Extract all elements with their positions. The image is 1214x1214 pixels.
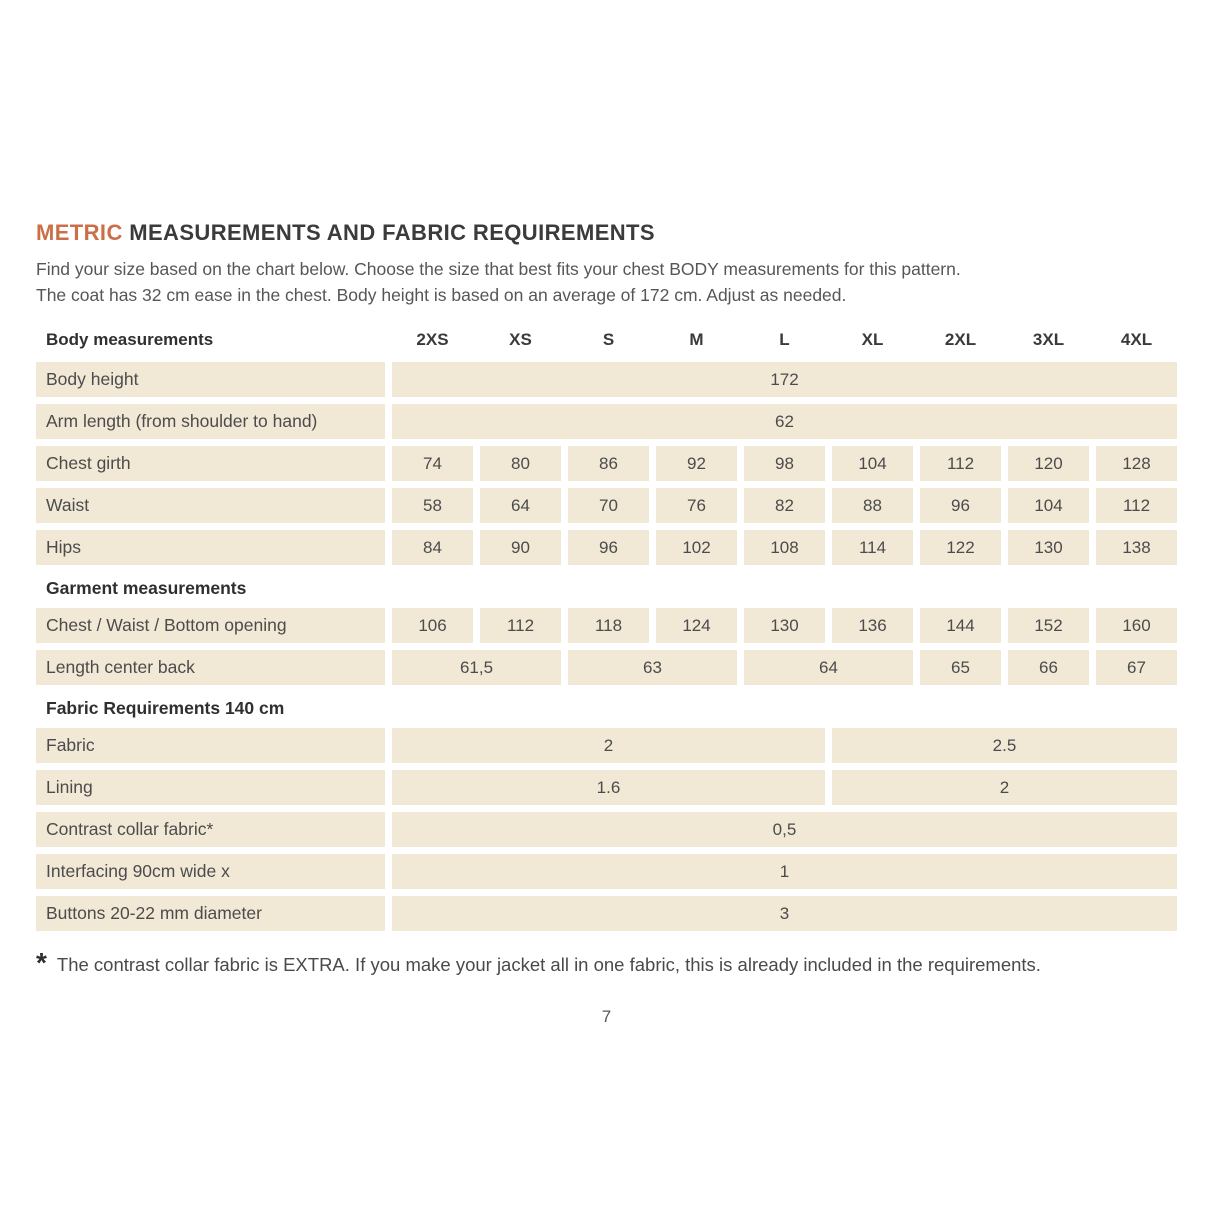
page-title: [36, 220, 1177, 246]
value-cell: 96: [568, 530, 649, 565]
value-cell: 1: [392, 854, 1177, 889]
value-cell: 2: [392, 728, 825, 763]
value-cell: 128: [1096, 446, 1177, 481]
page-content: [36, 220, 1177, 1027]
table-row: [36, 404, 1177, 439]
value-cell: 122: [920, 530, 1001, 565]
value-cell: 130: [1008, 530, 1089, 565]
value-cell: 88: [832, 488, 913, 523]
value-cell: 74: [392, 446, 473, 481]
table-row: [36, 770, 1177, 805]
table-row: [36, 650, 1177, 685]
value-cell: 64: [480, 488, 561, 523]
table-row: [36, 362, 1177, 397]
value-cell: 67: [1096, 650, 1177, 685]
value-cell: 58: [392, 488, 473, 523]
value-cell: 136: [832, 608, 913, 643]
value-cell: 106: [392, 608, 473, 643]
value-cell: 62: [392, 404, 1177, 439]
value-cell: 130: [744, 608, 825, 643]
row-label: Body height: [36, 362, 385, 397]
value-cell: 172: [392, 362, 1177, 397]
value-cell: 84: [392, 530, 473, 565]
row-label: Fabric: [36, 728, 385, 763]
value-cell: 98: [744, 446, 825, 481]
value-cell: 160: [1096, 608, 1177, 643]
table-row: [36, 446, 1177, 481]
size-column-header: 2XL: [944, 330, 977, 349]
size-column-header: XS: [509, 330, 532, 349]
value-cell: 86: [568, 446, 649, 481]
row-label: Length center back: [36, 650, 385, 685]
section-heading: Fabric Requirements 140 cm: [46, 698, 285, 718]
row-label: Chest / Waist / Bottom opening: [36, 608, 385, 643]
value-cell: 66: [1008, 650, 1089, 685]
table-row: [36, 896, 1177, 931]
size-column-header: 3XL: [1032, 330, 1065, 349]
value-cell: 112: [480, 608, 561, 643]
page-number: 7: [601, 1007, 612, 1026]
size-column-header: 2XS: [416, 330, 449, 349]
value-cell: 82: [744, 488, 825, 523]
value-cell: 104: [832, 446, 913, 481]
row-label: Contrast collar fabric*: [36, 812, 385, 847]
table-row: [36, 854, 1177, 889]
value-cell: 3: [392, 896, 1177, 931]
section-heading: Garment measurements: [46, 578, 247, 598]
value-cell: 2.5: [832, 728, 1177, 763]
row-label: Hips: [36, 530, 385, 565]
value-cell: 152: [1008, 608, 1089, 643]
value-cell: 92: [656, 446, 737, 481]
table-row: [36, 812, 1177, 847]
value-cell: 120: [1008, 446, 1089, 481]
title-highlight: METRIC: [36, 220, 123, 245]
value-cell: 70: [568, 488, 649, 523]
value-cell: 124: [656, 608, 737, 643]
value-cell: 118: [568, 608, 649, 643]
size-column-header: 4XL: [1120, 330, 1153, 349]
table-row: [36, 608, 1177, 643]
value-cell: 112: [1096, 488, 1177, 523]
size-column-header: XL: [861, 330, 884, 349]
size-column-header: L: [779, 330, 790, 349]
row-label: Arm length (from shoulder to hand): [36, 404, 385, 439]
value-cell: 138: [1096, 530, 1177, 565]
value-cell: 90: [480, 530, 561, 565]
value-cell: 102: [656, 530, 737, 565]
value-cell: 64: [744, 650, 913, 685]
footnote-asterisk: *: [36, 947, 47, 978]
row-label: Waist: [36, 488, 385, 523]
size-column-header: M: [689, 330, 704, 349]
intro-paragraph: [36, 256, 1177, 308]
value-cell: 0,5: [392, 812, 1177, 847]
value-cell: 108: [744, 530, 825, 565]
row-label: Chest girth: [36, 446, 385, 481]
value-cell: 63: [568, 650, 737, 685]
row-label: Buttons 20-22 mm diameter: [36, 896, 385, 931]
value-cell: 104: [1008, 488, 1089, 523]
value-cell: 96: [920, 488, 1001, 523]
table-row: [36, 530, 1177, 565]
value-cell: 80: [480, 446, 561, 481]
table-row: [36, 488, 1177, 523]
size-column-header: S: [602, 330, 615, 349]
value-cell: 61,5: [392, 650, 561, 685]
size-table: [36, 362, 1177, 931]
footnote-text: The contrast collar fabric is EXTRA. If you make your jacket all in one fabric, this is already included in the requirements.: [56, 954, 1041, 975]
footnote: [36, 947, 1177, 978]
value-cell: 65: [920, 650, 1001, 685]
table-header-row: [36, 328, 1177, 352]
value-cell: 112: [920, 446, 1001, 481]
value-cell: 2: [832, 770, 1177, 805]
row-label: Interfacing 90cm wide x: [36, 854, 385, 889]
row-label: Lining: [36, 770, 385, 805]
intro-line-1: Find your size based on the chart below. Choose the size that best fits your chest BODY measurements for this pattern.: [36, 259, 961, 279]
value-cell: 76: [656, 488, 737, 523]
table-header-label: Body measurements: [46, 330, 214, 349]
intro-line-2: The coat has 32 cm ease in the chest. Body height is based on an average of 172 cm. Adjust as needed.: [36, 285, 847, 305]
value-cell: 144: [920, 608, 1001, 643]
table-row: [36, 728, 1177, 763]
value-cell: 114: [832, 530, 913, 565]
value-cell: 1.6: [392, 770, 825, 805]
title-rest: MEASUREMENTS AND FABRIC REQUIREMENTS: [122, 220, 655, 245]
